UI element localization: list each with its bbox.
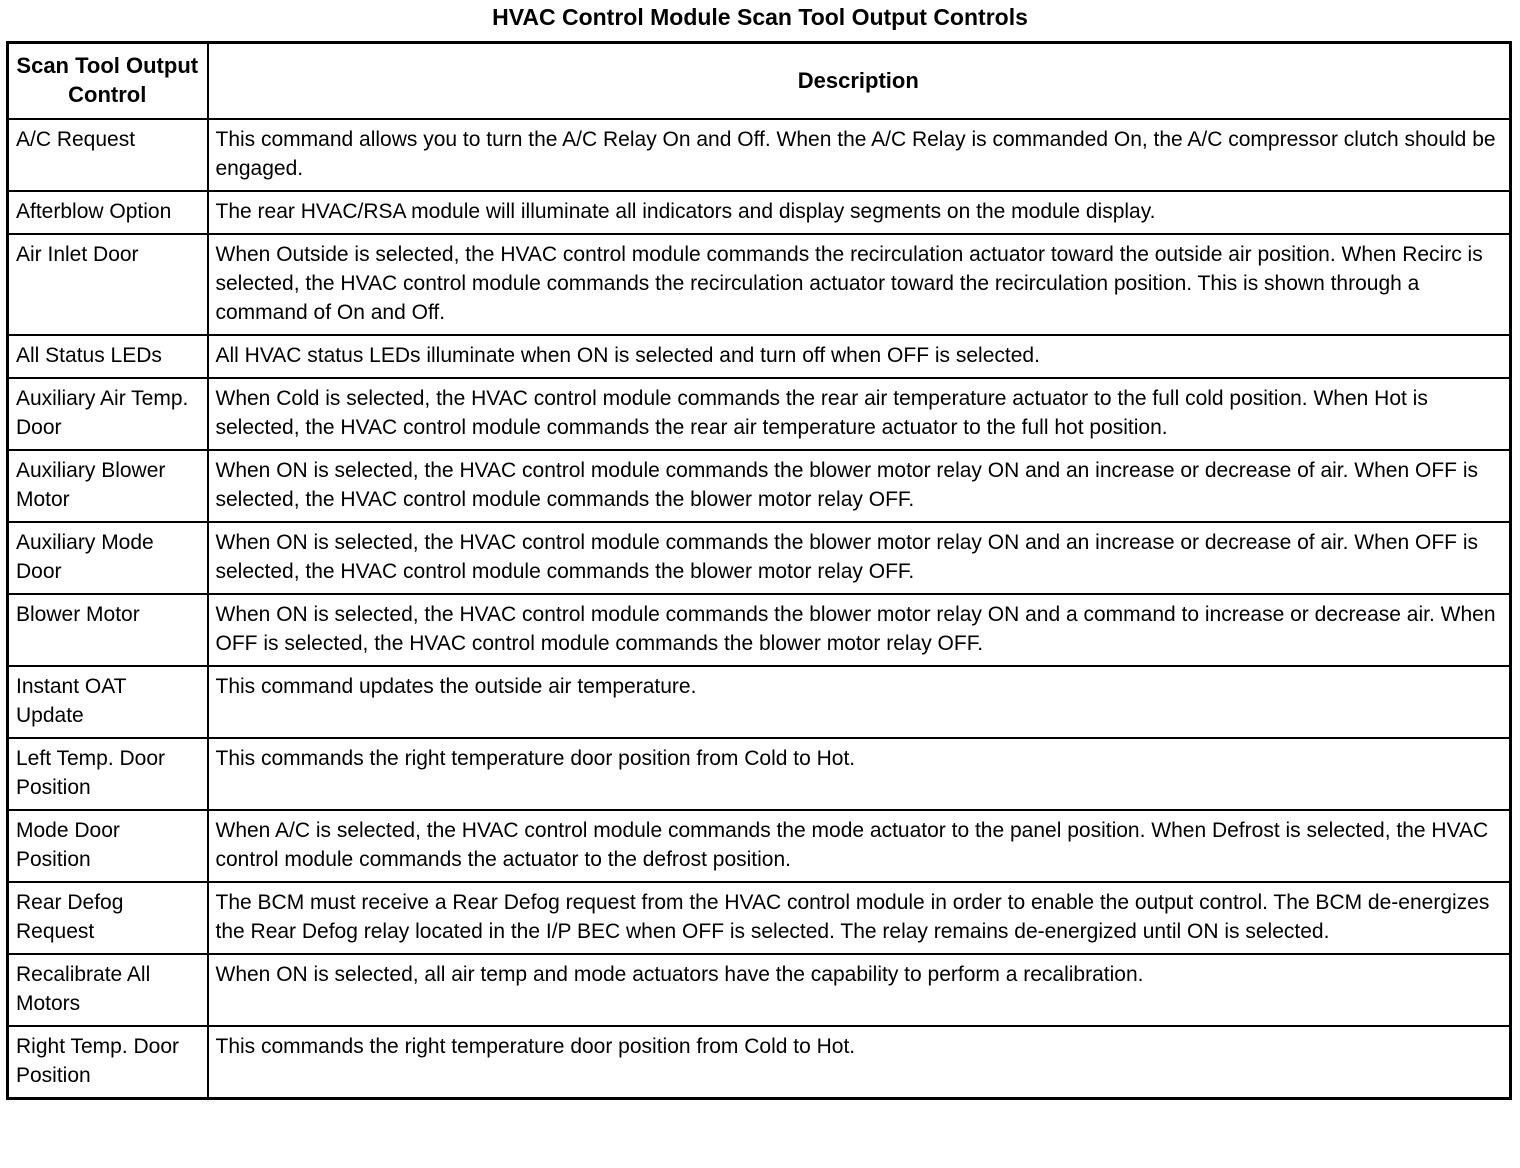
- table-row: [8, 882, 1511, 954]
- output-controls-table: [6, 41, 1512, 1100]
- header-description: Description: [208, 43, 1511, 120]
- description-cell: When ON is selected, the HVAC control module commands the blower motor relay ON and a command to increase or decrease air. When OFF is selected, the HVAC control module commands the blower motor relay OFF.: [208, 594, 1511, 666]
- description-cell: All HVAC status LEDs illuminate when ON is selected and turn off when OFF is selected.: [208, 335, 1511, 378]
- description-cell: The BCM must receive a Rear Defog request from the HVAC control module in order to enable the output control. The BCM de-energizes the Rear Defog relay located in the I/P BEC when OFF is selected. The relay remains de-energized until ON is selected.: [208, 882, 1511, 954]
- description-cell: When Outside is selected, the HVAC control module commands the recirculation actuator toward the outside air position. When Recirc is selected, the HVAC control module commands the recirculation actuator toward the recirculation position. This is shown through a command of On and Off.: [208, 234, 1511, 335]
- table-row: [8, 191, 1511, 234]
- description-cell: When ON is selected, the HVAC control module commands the blower motor relay ON and an increase or decrease of air. When OFF is selected, the HVAC control module commands the blower motor relay OFF.: [208, 450, 1511, 522]
- description-cell: This command allows you to turn the A/C Relay On and Off. When the A/C Relay is commanded On, the A/C compressor clutch should be engaged.: [208, 119, 1511, 191]
- control-cell: Recalibrate All Motors: [8, 954, 208, 1026]
- table-row: [8, 450, 1511, 522]
- control-cell: Afterblow Option: [8, 191, 208, 234]
- table-row: [8, 119, 1511, 191]
- table-body: [8, 119, 1511, 1099]
- table-row: [8, 378, 1511, 450]
- control-cell: Instant OAT Update: [8, 666, 208, 738]
- table-row: [8, 666, 1511, 738]
- description-cell: When A/C is selected, the HVAC control module commands the mode actuator to the panel position. When Defrost is selected, the HVAC control module commands the actuator to the defrost position.: [208, 810, 1511, 882]
- control-cell: Right Temp. Door Position: [8, 1026, 208, 1099]
- header-scan-tool-output-control: Scan Tool Output Control: [8, 43, 208, 120]
- control-cell: All Status LEDs: [8, 335, 208, 378]
- table-row: [8, 954, 1511, 1026]
- table-row: [8, 234, 1511, 335]
- control-cell: A/C Request: [8, 119, 208, 191]
- table-row: [8, 810, 1511, 882]
- description-cell: This commands the right temperature door position from Cold to Hot.: [208, 738, 1511, 810]
- description-cell: The rear HVAC/RSA module will illuminate all indicators and display segments on the module display.: [208, 191, 1511, 234]
- page-title: HVAC Control Module Scan Tool Output Controls: [492, 4, 1028, 30]
- table-row: [8, 738, 1511, 810]
- control-cell: Auxiliary Air Temp. Door: [8, 378, 208, 450]
- control-cell: Rear Defog Request: [8, 882, 208, 954]
- description-cell: When Cold is selected, the HVAC control module commands the rear air temperature actuator to the full cold position. When Hot is selected, the HVAC control module commands the rear air temperature actuator to the full hot position.: [208, 378, 1511, 450]
- table-header: [8, 43, 1511, 120]
- header-row: [8, 43, 1511, 120]
- control-cell: Auxiliary Blower Motor: [8, 450, 208, 522]
- table-row: [8, 335, 1511, 378]
- description-cell: When ON is selected, all air temp and mode actuators have the capability to perform a recalibration.: [208, 954, 1511, 1026]
- control-cell: Left Temp. Door Position: [8, 738, 208, 810]
- description-cell: This commands the right temperature door position from Cold to Hot.: [208, 1026, 1511, 1099]
- table-row: [8, 594, 1511, 666]
- table-row: [8, 522, 1511, 594]
- table-row: [8, 1026, 1511, 1099]
- control-cell: Blower Motor: [8, 594, 208, 666]
- description-cell: When ON is selected, the HVAC control module commands the blower motor relay ON and an increase or decrease of air. When OFF is selected, the HVAC control module commands the blower motor relay OFF.: [208, 522, 1511, 594]
- control-cell: Air Inlet Door: [8, 234, 208, 335]
- control-cell: Mode Door Position: [8, 810, 208, 882]
- control-cell: Auxiliary Mode Door: [8, 522, 208, 594]
- description-cell: This command updates the outside air temperature.: [208, 666, 1511, 738]
